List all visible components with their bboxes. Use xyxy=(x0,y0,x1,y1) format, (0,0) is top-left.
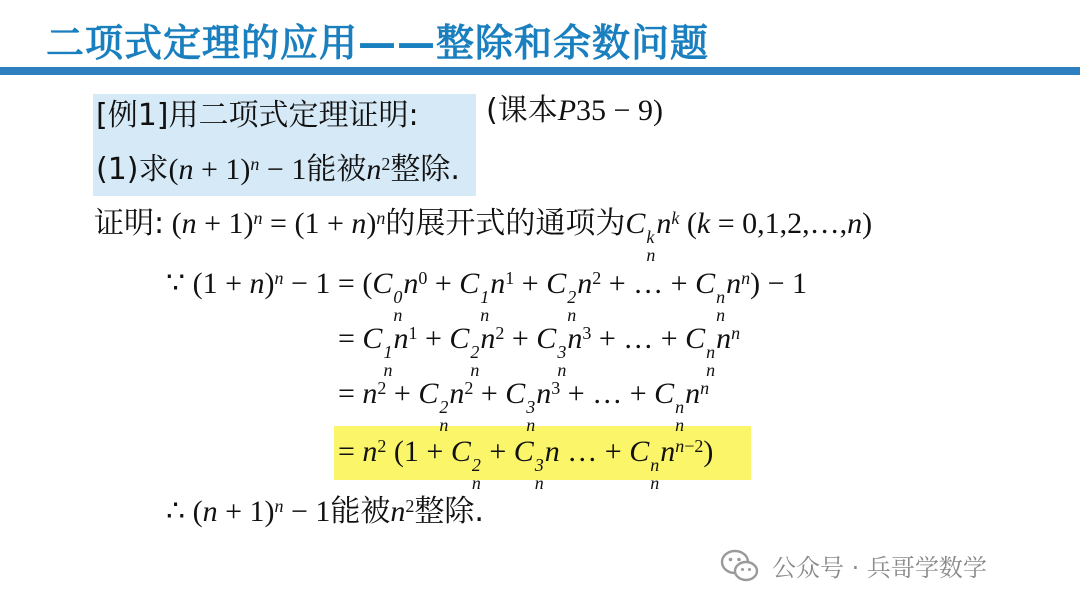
title-underline-bar xyxy=(0,67,1080,75)
proof-label: 证明: xyxy=(94,206,165,241)
conclusion-end: 整除. xyxy=(414,494,484,529)
wechat-icon xyxy=(720,549,760,583)
part1-line: (1)求$(n + 1)^n - 1$能被$n^2$整除. xyxy=(96,152,460,187)
proof-line: 证明: $(n + 1)^n = (1 + n)^n$的展开式的通项为C k n $n^k$ (k = 0,1,2,…,n) xyxy=(94,206,873,265)
equation-line-1: ∵ $(1 + n)^n - 1 = (C$ 0 n $n^0 + C$ 1 n $n^1 + C$ 2 n $n^2$ + … + C n n $n^n) - 1$ xyxy=(166,267,807,325)
conclusion-line: ∴ $(n + 1)^n - 1$能被$n^2$整除. xyxy=(166,494,484,529)
watermark xyxy=(720,548,987,583)
proof-mid: 的展开式的通项为 xyxy=(385,206,626,241)
example-label: [例1]用二项式定理证明: xyxy=(96,98,419,133)
part1-prefix: (1)求 xyxy=(96,152,169,187)
equation-line-4: = $n^2$ (1 + C 2 n + C 3 n n … + C n n $n^{n-2}$) xyxy=(338,435,714,493)
conclusion-suffix: 能被 xyxy=(330,494,391,529)
watermark-text: 公众号 · 兵哥学数学 xyxy=(772,554,987,582)
example-line xyxy=(96,96,419,136)
part1-end: 整除. xyxy=(390,152,460,187)
equation-line-3: = $n^2 + C$ 2 n $n^2 + C$ 3 n $n^3$ + … + C n n $n^n$ xyxy=(338,377,710,435)
part1-suffix: 能被 xyxy=(306,152,367,187)
page-title: 二项式定理的应用——整除和余数问题 xyxy=(46,21,710,65)
example-source: (课本P35 − 9) xyxy=(486,93,663,128)
equation-line-2: = C 1 n $n^1 + C$ 2 n $n^2 + C$ 3 n $n^3$ + … + C n n $n^n$ xyxy=(338,322,741,380)
